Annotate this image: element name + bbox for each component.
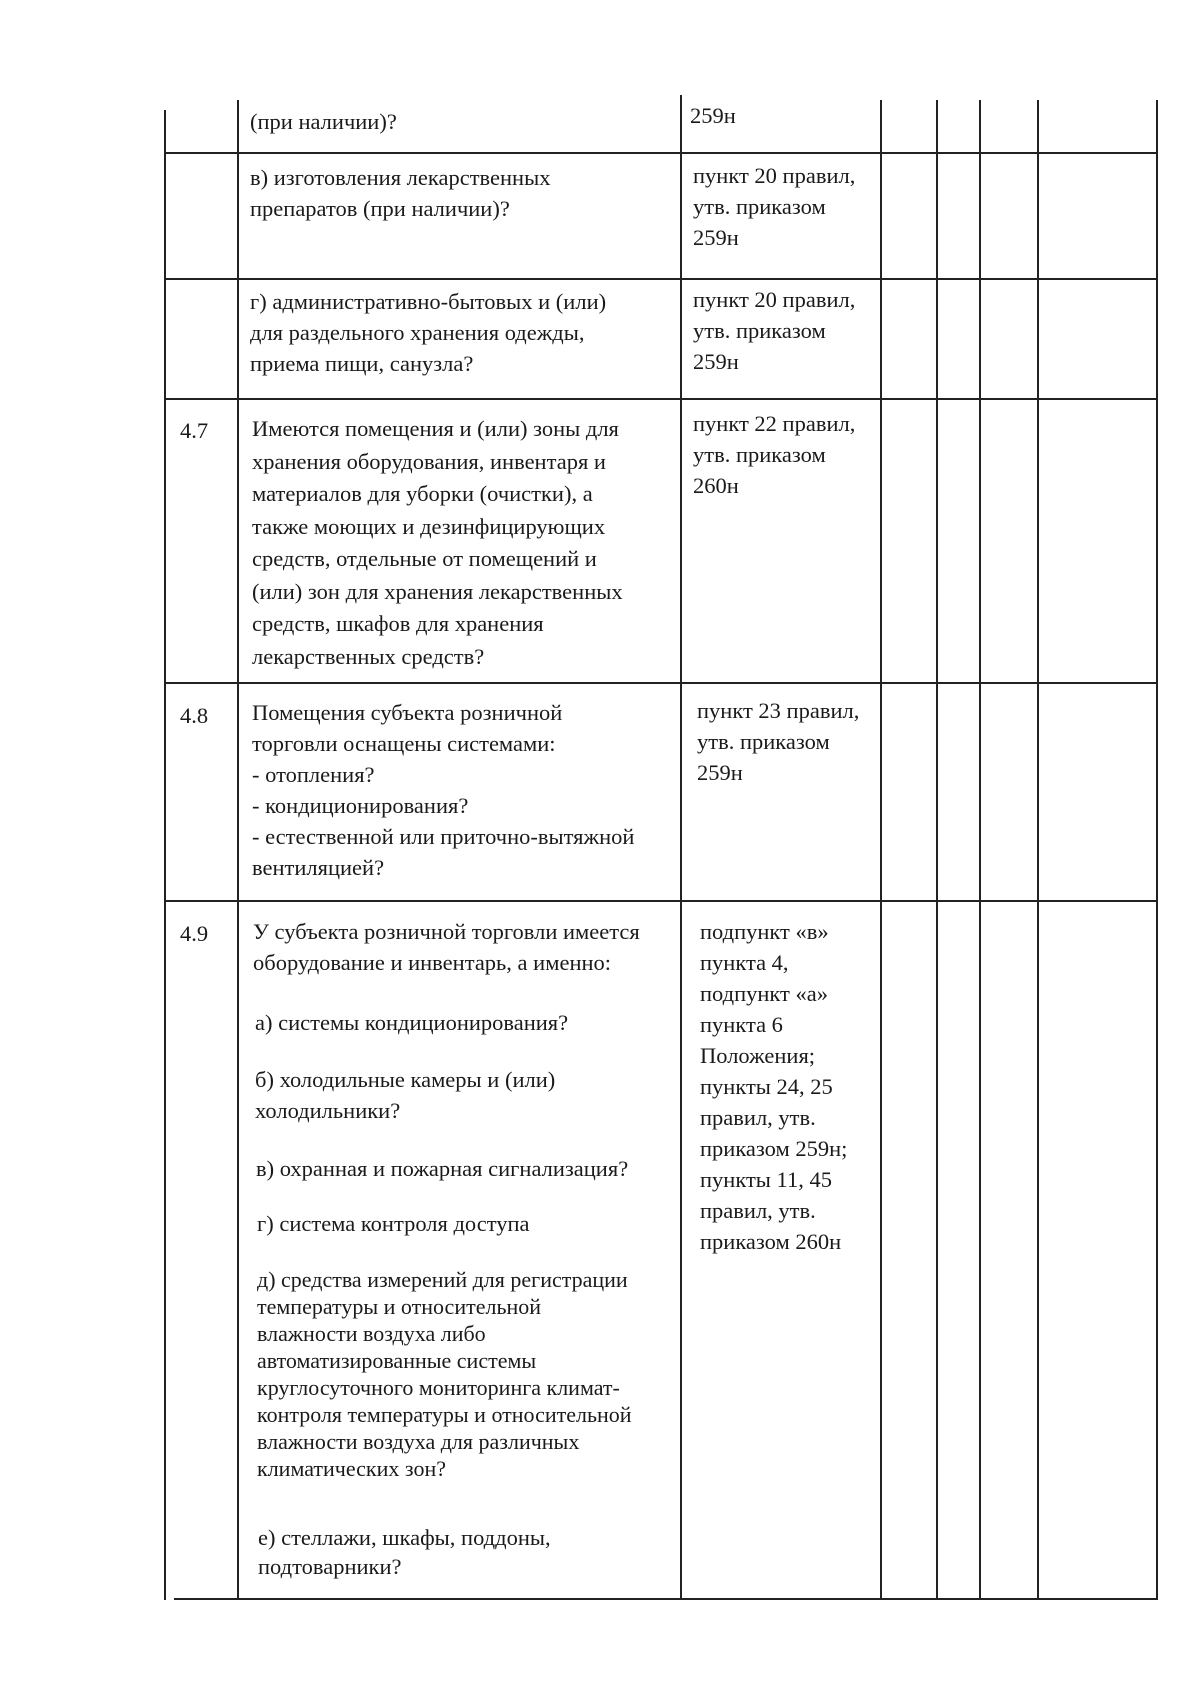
row-question-intro: У субъекта розничной торговли имеется оборудование и инвентарь, а именно: [253,919,640,975]
row-number: 4.8 [180,703,209,728]
row-item: е) стеллажи, шкафы, поддоны, подтоварники? [258,1525,551,1579]
column-divider-check-3 [1037,100,1039,1600]
table-border-right [1156,100,1158,1600]
row-number: 4.9 [180,921,209,946]
column-divider-reference [880,100,882,1600]
row-divider-5 [164,900,1158,902]
row-reference: пункт 22 правил, утв. приказом 260н [693,411,856,498]
row-divider-3 [164,398,1158,400]
row-divider-1 [164,152,1158,154]
column-divider-number [237,100,239,1600]
row-question: г) административно-бытовых и (или) для раздельного хранения одежды, приема пищи, санузла? [250,289,607,376]
column-divider-check-2 [979,100,981,1600]
row-reference: 259н [690,103,736,128]
row-number: 4.7 [180,418,209,443]
row-item: д) средства измерений для регистрации температуры и относительной влажности воздуха либо автоматизированные системы круглосуточного мониторинга климат- контроля температуры и относительной влажности воздуха для различных климатических зон? [257,1267,632,1481]
row-item: а) системы кондиционирования? [255,1010,569,1035]
row-question: Имеются помещения и (или) зоны для хранения оборудования, инвентаря и материалов для уборки (очистки), а также моющих и дезинфицирующих средств, отдельные от помещений и (или) зон для хранения лекарственных средств, шкафов для хранения лекарственных средств? [252,416,623,669]
row-reference: пункт 20 правил, утв. приказом 259н [693,287,856,374]
column-divider-check-1 [936,100,938,1600]
row-item: б) холодильные камеры и (или) холодильники? [255,1067,556,1123]
row-reference: пункт 23 правил, утв. приказом 259н [697,698,860,785]
row-reference: пункт 20 правил, утв. приказом 259н [693,163,856,250]
row-divider-2 [164,278,1158,280]
row-item: г) система контроля доступа [257,1211,530,1236]
table-border-left [164,110,166,1600]
row-item: в) охранная и пожарная сигнализация? [256,1156,629,1181]
row-divider-4 [164,682,1158,684]
column-divider-question [680,95,682,1600]
row-reference: подпункт «в» пункта 4, подпункт «а» пункта 6 Положения; пункты 24, 25 правил, утв. приказом 259н; пункты 11, 45 правил, утв. приказом 260н [700,919,848,1254]
row-question: в) изготовления лекарственных препаратов (при наличии)? [250,165,551,221]
table-border-bottom [174,1598,1158,1600]
row-question: (при наличии)? [250,109,397,134]
row-question: Помещения субъекта розничной торговли оснащены системами: - отопления? - кондиционирования? - естественной или приточно-вытяжной вентиляцией? [252,700,635,880]
